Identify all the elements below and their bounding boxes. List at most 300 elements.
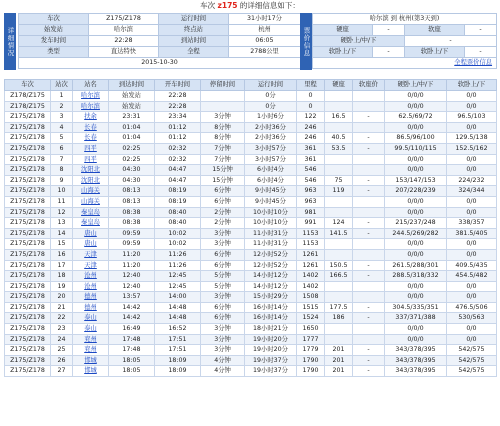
table-cell: 12小时52分	[245, 260, 297, 271]
price-route: 哈尔滨 到 杭州(第3天到)	[313, 14, 497, 25]
table-cell: Z175/Z178	[5, 249, 51, 260]
table-row	[5, 228, 497, 239]
table-cell: 0/0	[447, 196, 497, 207]
table-cell: 62.5/69/72	[385, 112, 447, 123]
table-cell: 15分钟	[201, 175, 245, 186]
table-cell: 215/237/248	[385, 218, 447, 229]
table-cell: 13	[51, 218, 73, 229]
station-link[interactable]: 四平	[73, 154, 109, 165]
table-cell	[325, 101, 353, 112]
station-link[interactable]: 秦皇岛	[73, 207, 109, 218]
table-cell: 14:48	[155, 302, 201, 313]
info-label: 全程	[159, 47, 229, 58]
table-cell: 86.5/96/100	[385, 133, 447, 144]
table-cell: 02:25	[109, 143, 155, 154]
table-cell: 0/0	[447, 154, 497, 165]
table-cell: 19小时37分	[245, 366, 297, 377]
table-cell: Z175/Z178	[5, 281, 51, 292]
table-cell: 15	[51, 239, 73, 250]
table-cell	[353, 207, 385, 218]
table-cell: 0/0	[447, 239, 497, 250]
table-cell: 02:32	[155, 154, 201, 165]
table-cell: 11小时31分	[245, 228, 297, 239]
table-cell: 53.5	[325, 143, 353, 154]
table-cell: 261.5/288/301	[385, 260, 447, 271]
table-cell: 10	[51, 186, 73, 197]
table-cell: 18:09	[155, 355, 201, 366]
table-cell: 8分钟	[201, 122, 245, 133]
table-cell: 343/378/395	[385, 355, 447, 366]
table-cell: 12:45	[155, 271, 201, 282]
station-link[interactable]: 泰山	[73, 324, 109, 335]
table-cell: 9	[51, 175, 73, 186]
table-cell: 0/0	[447, 165, 497, 176]
station-link[interactable]: 泰山	[73, 313, 109, 324]
table-cell: Z175/Z178	[5, 324, 51, 335]
table-cell: 1650	[297, 324, 325, 335]
table-cell: 17:51	[155, 334, 201, 345]
table-cell: 23:34	[155, 112, 201, 123]
table-row	[5, 175, 497, 186]
table-cell: 16小时14分	[245, 302, 297, 313]
table-cell: Z175/Z178	[5, 302, 51, 313]
table-cell	[325, 207, 353, 218]
table-cell: 7	[51, 154, 73, 165]
table-cell: 3分钟	[201, 112, 245, 123]
table-row	[5, 281, 497, 292]
table-cell: 546	[297, 175, 325, 186]
table-cell: 991	[297, 218, 325, 229]
table-cell: 16	[51, 249, 73, 260]
table-cell: Z175/Z178	[5, 260, 51, 271]
table-cell: 11:20	[109, 260, 155, 271]
table-cell: 119	[325, 186, 353, 197]
table-cell: 16:52	[155, 324, 201, 335]
table-cell: Z175/Z178	[5, 345, 51, 356]
table-cell: 246	[297, 122, 325, 133]
table-cell: Z175/Z178	[5, 133, 51, 144]
table-cell	[353, 91, 385, 102]
table-cell: 11小时31分	[245, 239, 297, 250]
table-cell: 17:48	[109, 334, 155, 345]
table-cell: 16小时14分	[245, 313, 297, 324]
table-cell: 1508	[297, 292, 325, 303]
table-cell: Z175/Z178	[5, 122, 51, 133]
page-title	[0, 0, 500, 12]
table-row	[5, 122, 497, 133]
table-cell: 3小时57分	[245, 154, 297, 165]
table-cell: 25	[51, 345, 73, 356]
table-cell: Z175/Z178	[5, 196, 51, 207]
table-cell: 3分钟	[201, 239, 245, 250]
table-cell: 542/575	[447, 355, 497, 366]
table-cell	[353, 239, 385, 250]
table-cell: 7分钟	[201, 143, 245, 154]
table-cell	[353, 324, 385, 335]
station-link[interactable]: 扶余	[73, 112, 109, 123]
table-cell: 01:12	[155, 133, 201, 144]
title-suffix: 的详细信息如下：	[239, 1, 300, 10]
table-cell: 8分钟	[201, 133, 245, 144]
table-cell: 124	[325, 218, 353, 229]
table-cell: 19	[51, 281, 73, 292]
table-cell: 6分钟	[201, 302, 245, 313]
table-cell: 19小时20分	[245, 345, 297, 356]
column-header: 运行时间	[245, 80, 297, 91]
table-cell: Z178/Z175	[5, 91, 51, 102]
table-cell: 0	[297, 101, 325, 112]
table-cell: 542/575	[447, 366, 497, 377]
table-cell: 150.5	[325, 260, 353, 271]
table-cell: 2小时36分	[245, 133, 297, 144]
table-cell: 0分	[245, 101, 297, 112]
table-cell: 0/0/0	[385, 324, 447, 335]
table-cell: 09:59	[109, 239, 155, 250]
price-label: 硬卧上/中/下	[313, 36, 405, 47]
table-cell: 381.5/405	[447, 228, 497, 239]
table-cell: 08:40	[155, 207, 201, 218]
table-cell: 0分	[245, 91, 297, 102]
train-info-panel	[4, 13, 496, 71]
station-link[interactable]: 山海关	[73, 186, 109, 197]
table-cell: 9小时45分	[245, 196, 297, 207]
table-cell: 177.5	[325, 302, 353, 313]
table-cell: 324/344	[447, 186, 497, 197]
table-cell: -	[353, 302, 385, 313]
table-cell	[325, 324, 353, 335]
table-cell: 0/0/0	[385, 122, 447, 133]
table-cell: 始发站	[109, 101, 155, 112]
table-cell: 338/357	[447, 218, 497, 229]
station-link[interactable]: 兖州	[73, 345, 109, 356]
table-cell: 3分钟	[201, 324, 245, 335]
price-table	[312, 13, 497, 69]
table-cell: 12	[51, 207, 73, 218]
table-cell: 11	[51, 196, 73, 207]
table-cell: 3	[51, 112, 73, 123]
table-cell: Z175/Z178	[5, 228, 51, 239]
station-link[interactable]: 德州	[73, 302, 109, 313]
column-header: 硬座	[325, 80, 353, 91]
station-link[interactable]: 唐山	[73, 228, 109, 239]
station-link[interactable]: 唐山	[73, 239, 109, 250]
station-link[interactable]: 沧州	[73, 271, 109, 282]
table-cell: -	[353, 313, 385, 324]
table-cell: 6分钟	[201, 249, 245, 260]
station-link[interactable]: 哈尔滨	[73, 101, 109, 112]
table-cell: 2分钟	[201, 218, 245, 229]
table-cell: -	[353, 112, 385, 123]
station-link[interactable]: 长春	[73, 133, 109, 144]
table-cell: 01:04	[109, 122, 155, 133]
table-row	[5, 112, 497, 123]
table-cell: 153/147/153	[385, 175, 447, 186]
table-cell: 0/0	[447, 122, 497, 133]
table-cell: 02:25	[109, 154, 155, 165]
station-link[interactable]: 天津	[73, 249, 109, 260]
table-cell: 1	[51, 91, 73, 102]
table-cell: Z175/Z178	[5, 355, 51, 366]
table-cell: -	[353, 186, 385, 197]
table-row	[5, 239, 497, 250]
table-cell: 0/0/0	[385, 196, 447, 207]
table-cell: 0	[297, 91, 325, 102]
table-cell: 23	[51, 324, 73, 335]
table-cell: 0/0/0	[385, 281, 447, 292]
table-cell: 343/378/395	[385, 366, 447, 377]
info-label: 车次	[19, 14, 89, 25]
table-cell: 04:30	[109, 175, 155, 186]
table-row	[5, 292, 497, 303]
table-cell: 963	[297, 196, 325, 207]
table-cell: Z175/Z178	[5, 334, 51, 345]
table-cell: 04:47	[155, 165, 201, 176]
table-cell: 454.5/482	[447, 271, 497, 282]
table-cell: Z175/Z178	[5, 271, 51, 282]
table-cell: 11:20	[109, 249, 155, 260]
table-cell: 361	[297, 143, 325, 154]
table-row	[5, 249, 497, 260]
table-cell	[353, 292, 385, 303]
table-cell: 0/0	[447, 101, 497, 112]
table-cell: 18小时21分	[245, 324, 297, 335]
table-cell	[325, 154, 353, 165]
table-cell: Z175/Z178	[5, 366, 51, 377]
table-cell: 0/0	[447, 281, 497, 292]
train-info-table	[18, 13, 301, 69]
table-cell: 0/0/0	[385, 292, 447, 303]
table-cell: 542/575	[447, 345, 497, 356]
price-value: -	[373, 25, 405, 36]
table-cell: 08:38	[109, 207, 155, 218]
station-table	[4, 79, 497, 377]
table-cell: 201	[325, 366, 353, 377]
table-cell: 12:40	[109, 271, 155, 282]
table-cell: 14:48	[155, 313, 201, 324]
table-cell: 201	[325, 355, 353, 366]
table-row	[5, 302, 497, 313]
table-cell: 2	[51, 101, 73, 112]
table-cell	[353, 101, 385, 112]
table-cell	[325, 91, 353, 102]
price-value: -	[405, 36, 497, 47]
price-label: 软卧上/下	[405, 47, 465, 58]
table-cell: 343/378/395	[385, 345, 447, 356]
table-cell: Z175/Z178	[5, 186, 51, 197]
table-row	[5, 313, 497, 324]
table-cell	[201, 91, 245, 102]
table-cell: 246	[297, 133, 325, 144]
price-value: -	[465, 47, 497, 58]
table-cell: 75	[325, 175, 353, 186]
train-number: z175	[217, 1, 238, 10]
table-cell: 304.5/335/351	[385, 302, 447, 313]
table-cell	[325, 122, 353, 133]
table-cell: 10小时10分	[245, 218, 297, 229]
station-link[interactable]: 兖州	[73, 334, 109, 345]
table-cell: 1524	[297, 313, 325, 324]
table-cell: -	[353, 355, 385, 366]
table-row	[5, 101, 497, 112]
table-cell: 1777	[297, 334, 325, 345]
table-cell: 0/0/0	[385, 239, 447, 250]
table-cell	[325, 239, 353, 250]
table-cell: 0/0/0	[385, 154, 447, 165]
table-cell: 10:02	[155, 239, 201, 250]
info-value: Z175/Z178	[89, 14, 159, 25]
table-cell: 337/371/388	[385, 313, 447, 324]
table-cell: 19小时37分	[245, 355, 297, 366]
column-header: 里程	[297, 80, 325, 91]
table-cell: 0/0	[447, 91, 497, 102]
table-cell	[353, 249, 385, 260]
table-cell: 0/0/0	[385, 249, 447, 260]
table-cell: 0/0	[447, 249, 497, 260]
table-cell: 6小时4分	[245, 165, 297, 176]
table-cell: 6	[51, 143, 73, 154]
column-header: 软卧上/下	[447, 80, 497, 91]
table-row	[5, 91, 497, 102]
station-link[interactable]: 长春	[73, 122, 109, 133]
column-header: 硬卧上/中/下	[385, 80, 447, 91]
table-cell: 361	[297, 154, 325, 165]
table-cell: 2分钟	[201, 207, 245, 218]
table-cell: 7分钟	[201, 154, 245, 165]
table-cell: 1402	[297, 271, 325, 282]
table-cell: 04:47	[155, 175, 201, 186]
station-link[interactable]: 邯城	[73, 366, 109, 377]
table-cell: Z175/Z178	[5, 165, 51, 176]
station-link[interactable]: 天津	[73, 260, 109, 271]
table-cell: 4	[51, 122, 73, 133]
table-cell: 12:40	[109, 281, 155, 292]
table-cell: 5分钟	[201, 271, 245, 282]
station-link[interactable]: 沈阳北	[73, 165, 109, 176]
table-cell: 3分钟	[201, 345, 245, 356]
table-cell	[325, 292, 353, 303]
table-cell: 02:32	[155, 143, 201, 154]
station-link[interactable]: 哈尔滨	[73, 91, 109, 102]
table-cell: 8	[51, 165, 73, 176]
station-link[interactable]: 秦皇岛	[73, 218, 109, 229]
table-cell: 08:13	[109, 196, 155, 207]
table-cell: 0/0/0	[385, 101, 447, 112]
table-cell: 08:38	[109, 218, 155, 229]
info-value: 2788公里	[229, 47, 301, 58]
table-row	[5, 186, 497, 197]
table-cell: Z175/Z178	[5, 239, 51, 250]
table-cell: 18	[51, 271, 73, 282]
table-cell: 5分钟	[201, 281, 245, 292]
table-cell: 6分钟	[201, 313, 245, 324]
table-cell: 122	[297, 112, 325, 123]
table-cell: 6分钟	[201, 186, 245, 197]
table-cell: Z175/Z178	[5, 313, 51, 324]
table-cell: 09:59	[109, 228, 155, 239]
table-cell: 166.5	[325, 271, 353, 282]
info-value: 哈尔滨	[89, 25, 159, 36]
table-cell: 546	[297, 165, 325, 176]
table-row	[5, 154, 497, 165]
table-cell: 0/0/0	[385, 165, 447, 176]
table-cell: -	[353, 228, 385, 239]
table-cell: 530/563	[447, 313, 497, 324]
table-cell: 01:12	[155, 122, 201, 133]
table-cell: 3分钟	[201, 292, 245, 303]
table-cell: 13:57	[109, 292, 155, 303]
table-cell: 186	[325, 313, 353, 324]
table-cell: -	[353, 345, 385, 356]
full-price-link[interactable]: 全程票价信息	[454, 59, 493, 66]
table-cell: 17:51	[155, 345, 201, 356]
info-value: 06:05	[229, 36, 301, 47]
station-link[interactable]: 四平	[73, 143, 109, 154]
table-cell	[353, 196, 385, 207]
info-value: 31小时17分	[229, 14, 301, 25]
station-link[interactable]: 沈阳北	[73, 175, 109, 186]
table-cell: 19小时20分	[245, 334, 297, 345]
table-cell: 12小时52分	[245, 249, 297, 260]
table-cell: 08:19	[155, 186, 201, 197]
table-cell: 3小时57分	[245, 143, 297, 154]
station-link[interactable]: 山海关	[73, 196, 109, 207]
table-cell: 10:02	[155, 228, 201, 239]
table-cell: 0/0	[447, 324, 497, 335]
table-cell: 11:26	[155, 249, 201, 260]
station-link[interactable]: 沧州	[73, 281, 109, 292]
table-cell: 0/0/0	[385, 334, 447, 345]
table-cell: 11:26	[155, 260, 201, 271]
table-cell: -	[353, 260, 385, 271]
table-cell: -	[353, 133, 385, 144]
table-cell: 2小时36分	[245, 122, 297, 133]
table-row	[5, 366, 497, 377]
table-cell: 22	[51, 313, 73, 324]
station-link[interactable]: 邯城	[73, 355, 109, 366]
table-cell: 288.5/318/332	[385, 271, 447, 282]
table-cell: 14:00	[155, 292, 201, 303]
table-cell: 0/0/0	[385, 91, 447, 102]
table-row	[5, 143, 497, 154]
table-cell: Z178/Z175	[5, 101, 51, 112]
table-cell: 129.5/138	[447, 133, 497, 144]
table-cell: -	[353, 366, 385, 377]
table-cell: 14	[51, 228, 73, 239]
table-cell: 152.5/162	[447, 143, 497, 154]
table-cell: 08:40	[155, 218, 201, 229]
table-cell	[201, 101, 245, 112]
info-label: 终点站	[159, 25, 229, 36]
table-row	[5, 334, 497, 345]
table-cell: 0/0	[447, 334, 497, 345]
table-cell: 15分钟	[201, 165, 245, 176]
table-cell: Z175/Z178	[5, 154, 51, 165]
table-cell: 0/0/0	[385, 207, 447, 218]
details-side-label: 详细情况	[4, 13, 16, 70]
info-value: 杭州	[229, 25, 301, 36]
table-cell: 23:31	[109, 112, 155, 123]
price-value: -	[465, 25, 497, 36]
table-cell: 27	[51, 366, 73, 377]
table-cell: 1261	[297, 249, 325, 260]
travel-date: 2015-10-30	[19, 58, 301, 69]
station-link[interactable]: 德州	[73, 292, 109, 303]
table-cell: 201	[325, 345, 353, 356]
price-side-label: 票价信息	[300, 13, 312, 70]
price-label: 硬座	[313, 25, 373, 36]
table-cell: 9小时45分	[245, 186, 297, 197]
table-cell: 08:13	[109, 186, 155, 197]
